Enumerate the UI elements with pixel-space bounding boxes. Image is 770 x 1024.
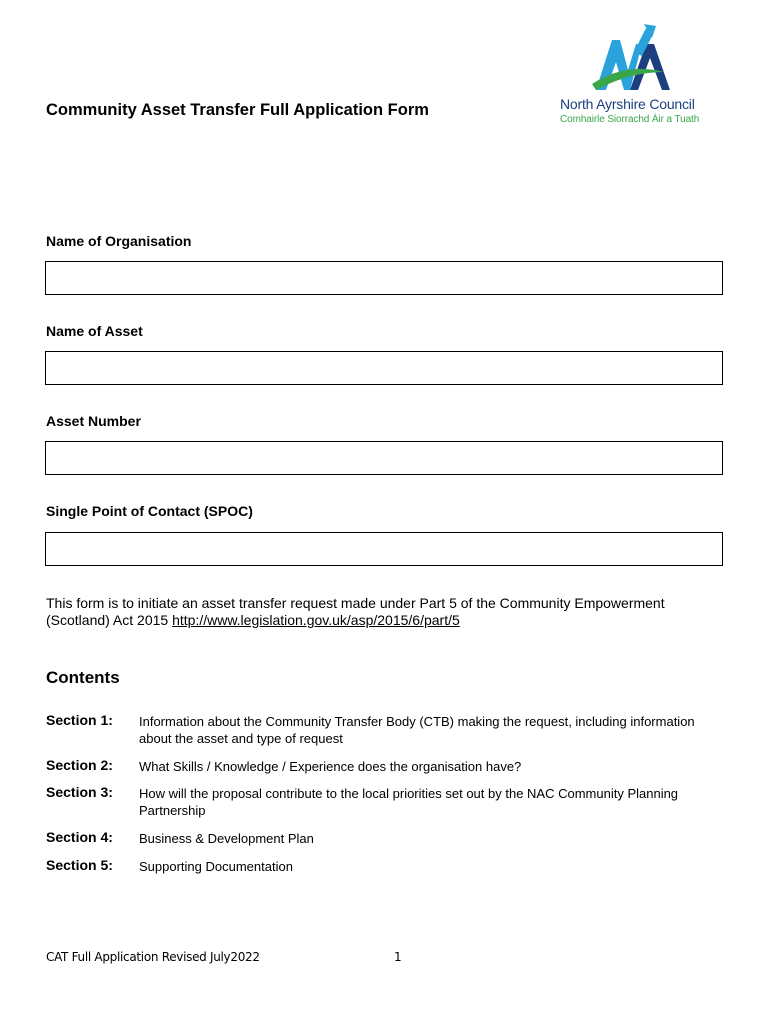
- organisation-name-field[interactable]: [45, 261, 723, 295]
- footer-revision: CAT Full Application Revised July2022: [46, 950, 260, 964]
- intro-paragraph: [46, 595, 726, 629]
- legislation-link[interactable]: http://www.legislation.gov.uk/asp/2015/6/part/5: [172, 612, 460, 628]
- council-gaelic-name: Comhairle Siorrachd Àir a Tuath: [560, 114, 700, 125]
- section-description: Information about the Community Transfer Body (CTB) making the request, including information about the asset and type of request: [139, 714, 695, 746]
- council-name: North Ayrshire Council: [560, 96, 695, 112]
- asset-name-field[interactable]: [45, 351, 723, 385]
- page-number: 1: [394, 950, 402, 964]
- section-label: Section 1:: [46, 712, 113, 728]
- spoc-field[interactable]: [45, 532, 723, 566]
- section-description: Business & Development Plan: [139, 831, 314, 846]
- asset-number-label: Asset Number: [46, 413, 141, 429]
- section-description: What Skills / Knowledge / Experience does the organisation have?: [139, 759, 522, 774]
- na-logo-icon: [586, 22, 676, 94]
- section-label: Section 5:: [46, 857, 113, 873]
- asset-number-field[interactable]: [45, 441, 723, 475]
- contents-heading: Contents: [46, 668, 120, 687]
- intro-text: This form is to initiate an asset transfer request made under Part 5 of the Community Empowerment (Scotland) Act 2015: [46, 595, 665, 628]
- asset-name-label: Name of Asset: [46, 323, 143, 339]
- organisation-name-label: Name of Organisation: [46, 233, 192, 249]
- section-label: Section 2:: [46, 757, 113, 773]
- section-label: Section 4:: [46, 829, 113, 845]
- section-description: How will the proposal contribute to the local priorities set out by the NAC Community Planning Partnership: [139, 786, 679, 818]
- section-description: Supporting Documentation: [139, 859, 293, 874]
- section-label: Section 3:: [46, 784, 113, 800]
- spoc-label: Single Point of Contact (SPOC): [46, 503, 253, 519]
- council-logo: [560, 22, 710, 126]
- page-title: Community Asset Transfer Full Application Form: [46, 101, 429, 119]
